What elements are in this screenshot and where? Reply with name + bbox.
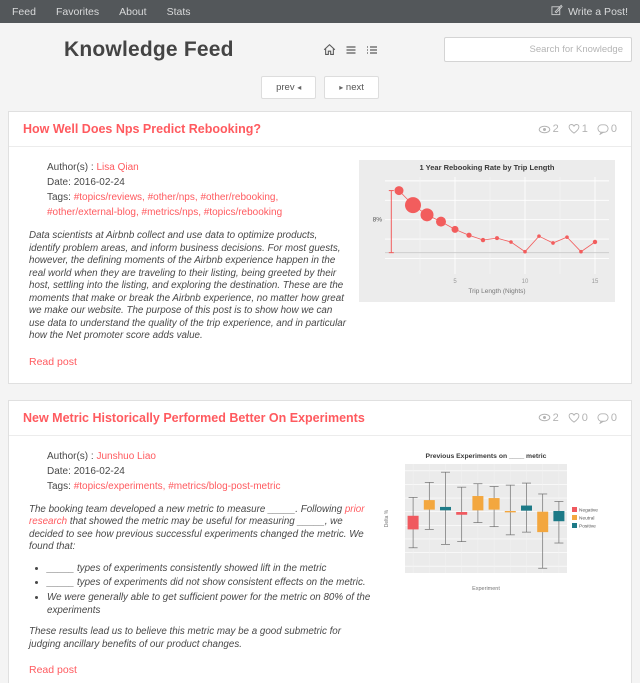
- tags-row: [47, 479, 371, 494]
- eye-icon: [538, 123, 551, 136]
- svg-text:10: 10: [521, 279, 529, 285]
- tags-label: Tags:: [47, 192, 71, 203]
- author-link[interactable]: Junshuo Liao: [96, 450, 156, 462]
- likes-count: 0: [581, 411, 588, 424]
- views-count: 2: [552, 411, 559, 424]
- page-title: Knowledge Feed: [64, 37, 234, 61]
- body-intro: The booking team developed a new metric to measure _____. Following: [29, 503, 345, 515]
- svg-text:Experiment: Experiment: [472, 585, 500, 592]
- likes-stat[interactable]: [568, 412, 588, 424]
- tags-row: [47, 190, 349, 220]
- nav-item-stats[interactable]: Stats: [166, 5, 191, 18]
- date-value: 2016-02-24: [73, 177, 125, 188]
- nav-item-feed[interactable]: Feed: [12, 5, 36, 18]
- body-intro-cont: that showed the metric may be useful for measuring _____, we decided to see how previous successful experiments changed the metric. We found that:: [29, 516, 364, 553]
- comment-icon: [597, 412, 609, 424]
- post-title-link[interactable]: New Metric Historically Performed Better On Experiments: [23, 410, 365, 425]
- heart-icon: [568, 123, 580, 135]
- prev-label: prev: [276, 82, 295, 93]
- svg-text:Neutral: Neutral: [579, 516, 595, 522]
- svg-text:1 Year Rebooking Rate by Trip: 1 Year Rebooking Rate by Trip Length: [419, 163, 555, 172]
- read-post-link[interactable]: Read post: [29, 355, 77, 368]
- nav-item-about[interactable]: About: [119, 5, 147, 18]
- date-label: Date:: [47, 465, 71, 477]
- tags-list: [74, 481, 281, 492]
- svg-text:Previous Experiments on ____ m: Previous Experiments on ____ metric: [425, 452, 547, 460]
- comment-icon: [597, 123, 609, 135]
- comments-stat[interactable]: [597, 123, 617, 135]
- date-row: [47, 464, 371, 479]
- post-meta: [47, 160, 349, 220]
- svg-text:Delta %: Delta %: [384, 509, 390, 528]
- comments-count: 0: [610, 411, 617, 424]
- list-view-icon[interactable]: [365, 43, 379, 57]
- list-item: • _____ types of experiments consistently showed lift in the metric: [47, 563, 371, 576]
- tag-link[interactable]: #other/rebooking,: [200, 192, 279, 203]
- write-post-label: Write a Post!: [568, 5, 628, 18]
- tag-link[interactable]: #other/nps,: [147, 192, 198, 203]
- nav-item-favorites[interactable]: Favorites: [55, 5, 100, 18]
- next-button[interactable]: [324, 76, 379, 99]
- svg-text:5: 5: [453, 279, 457, 285]
- tag-link[interactable]: #topics/experiments,: [73, 480, 166, 492]
- svg-text:15: 15: [591, 279, 599, 285]
- svg-text:Trip Length (Nights): Trip Length (Nights): [468, 288, 526, 295]
- post-stats: [538, 411, 617, 424]
- views-count: 2: [552, 123, 559, 135]
- likes-stat[interactable]: [568, 123, 588, 135]
- tags-list: [47, 192, 282, 218]
- date-label: Date:: [47, 177, 71, 188]
- svg-text:8%: 8%: [372, 216, 382, 224]
- views-stat: [538, 123, 559, 136]
- tags-label: Tags:: [47, 480, 71, 492]
- next-label: next: [345, 82, 364, 93]
- author-link[interactable]: Lisa Qian: [96, 162, 139, 173]
- search-input[interactable]: [444, 37, 632, 62]
- pencil-square-icon: [551, 4, 563, 19]
- heart-icon: [568, 412, 580, 424]
- svg-text:Negative: Negative: [579, 508, 598, 514]
- tag-link[interactable]: #metrics/nps,: [141, 207, 201, 218]
- post-card-2: [8, 400, 632, 683]
- list-item: • We were generally able to get sufficient power for the metric on 80% of the experiments: [47, 592, 371, 617]
- findings-list: [47, 563, 371, 617]
- list-item: • _____ types of experiments did not show consistent effects on the metric.: [47, 577, 371, 590]
- author-row: [47, 449, 371, 464]
- prev-arrow-icon: ◂: [297, 83, 302, 92]
- eye-icon: [538, 411, 551, 424]
- home-icon[interactable]: [322, 42, 337, 57]
- pager: [0, 66, 640, 111]
- rebooking-chart: [359, 160, 615, 370]
- write-post-button[interactable]: [551, 4, 628, 19]
- next-arrow-icon: ▸: [339, 83, 344, 92]
- post-card-1: [8, 111, 632, 384]
- author-label: Author(s) :: [47, 162, 94, 173]
- date-row: [47, 175, 349, 190]
- top-nav: [0, 0, 640, 23]
- page-header: [0, 23, 640, 66]
- prev-button[interactable]: [261, 76, 316, 99]
- likes-count: 1: [581, 123, 588, 135]
- prior-research-link[interactable]: prior research: [29, 503, 365, 528]
- post-stats: [538, 123, 617, 136]
- hamburger-icon[interactable]: [344, 43, 358, 57]
- author-label: Author(s) :: [47, 450, 94, 462]
- tag-link[interactable]: #topics/rebooking: [203, 207, 283, 218]
- post-body: Data scientists at Airbnb collect and use data to optimize products, identify problem areas, and inform business decisions. For most guests, however, the defining moments of the Airbnb experience happen in the real world when they are traveling to their listing, being greeted by their host, settling into the listing, and exploring the destination. These are the moments that make or break the Airbnb experience, no matter how great we make our website. The purpose of this post is to show how we can use data to understand the quality of the trip experience, and in particular how the Net promoter score adds value.: [29, 230, 346, 342]
- tag-link[interactable]: #topics/reviews,: [73, 192, 145, 203]
- post-meta: [47, 449, 371, 494]
- post-title-link[interactable]: How Well Does Nps Predict Rebooking?: [23, 122, 261, 136]
- comments-count: 0: [610, 123, 617, 135]
- experiments-boxplot-chart: [381, 449, 615, 678]
- views-stat: [538, 411, 559, 424]
- svg-text:Positive: Positive: [579, 524, 596, 530]
- comments-stat[interactable]: [597, 412, 617, 424]
- author-row: [47, 160, 349, 175]
- tag-link[interactable]: #metrics/blog-post-metric: [168, 480, 281, 492]
- read-post-link[interactable]: Read post: [29, 664, 77, 677]
- post-body: [29, 504, 371, 651]
- date-value: 2016-02-24: [73, 465, 125, 477]
- tag-link[interactable]: #other/external-blog,: [47, 207, 139, 218]
- body-outro: These results lead us to believe this metric may be a good submetric for judging ancillary benefits of our product changes.: [29, 626, 342, 650]
